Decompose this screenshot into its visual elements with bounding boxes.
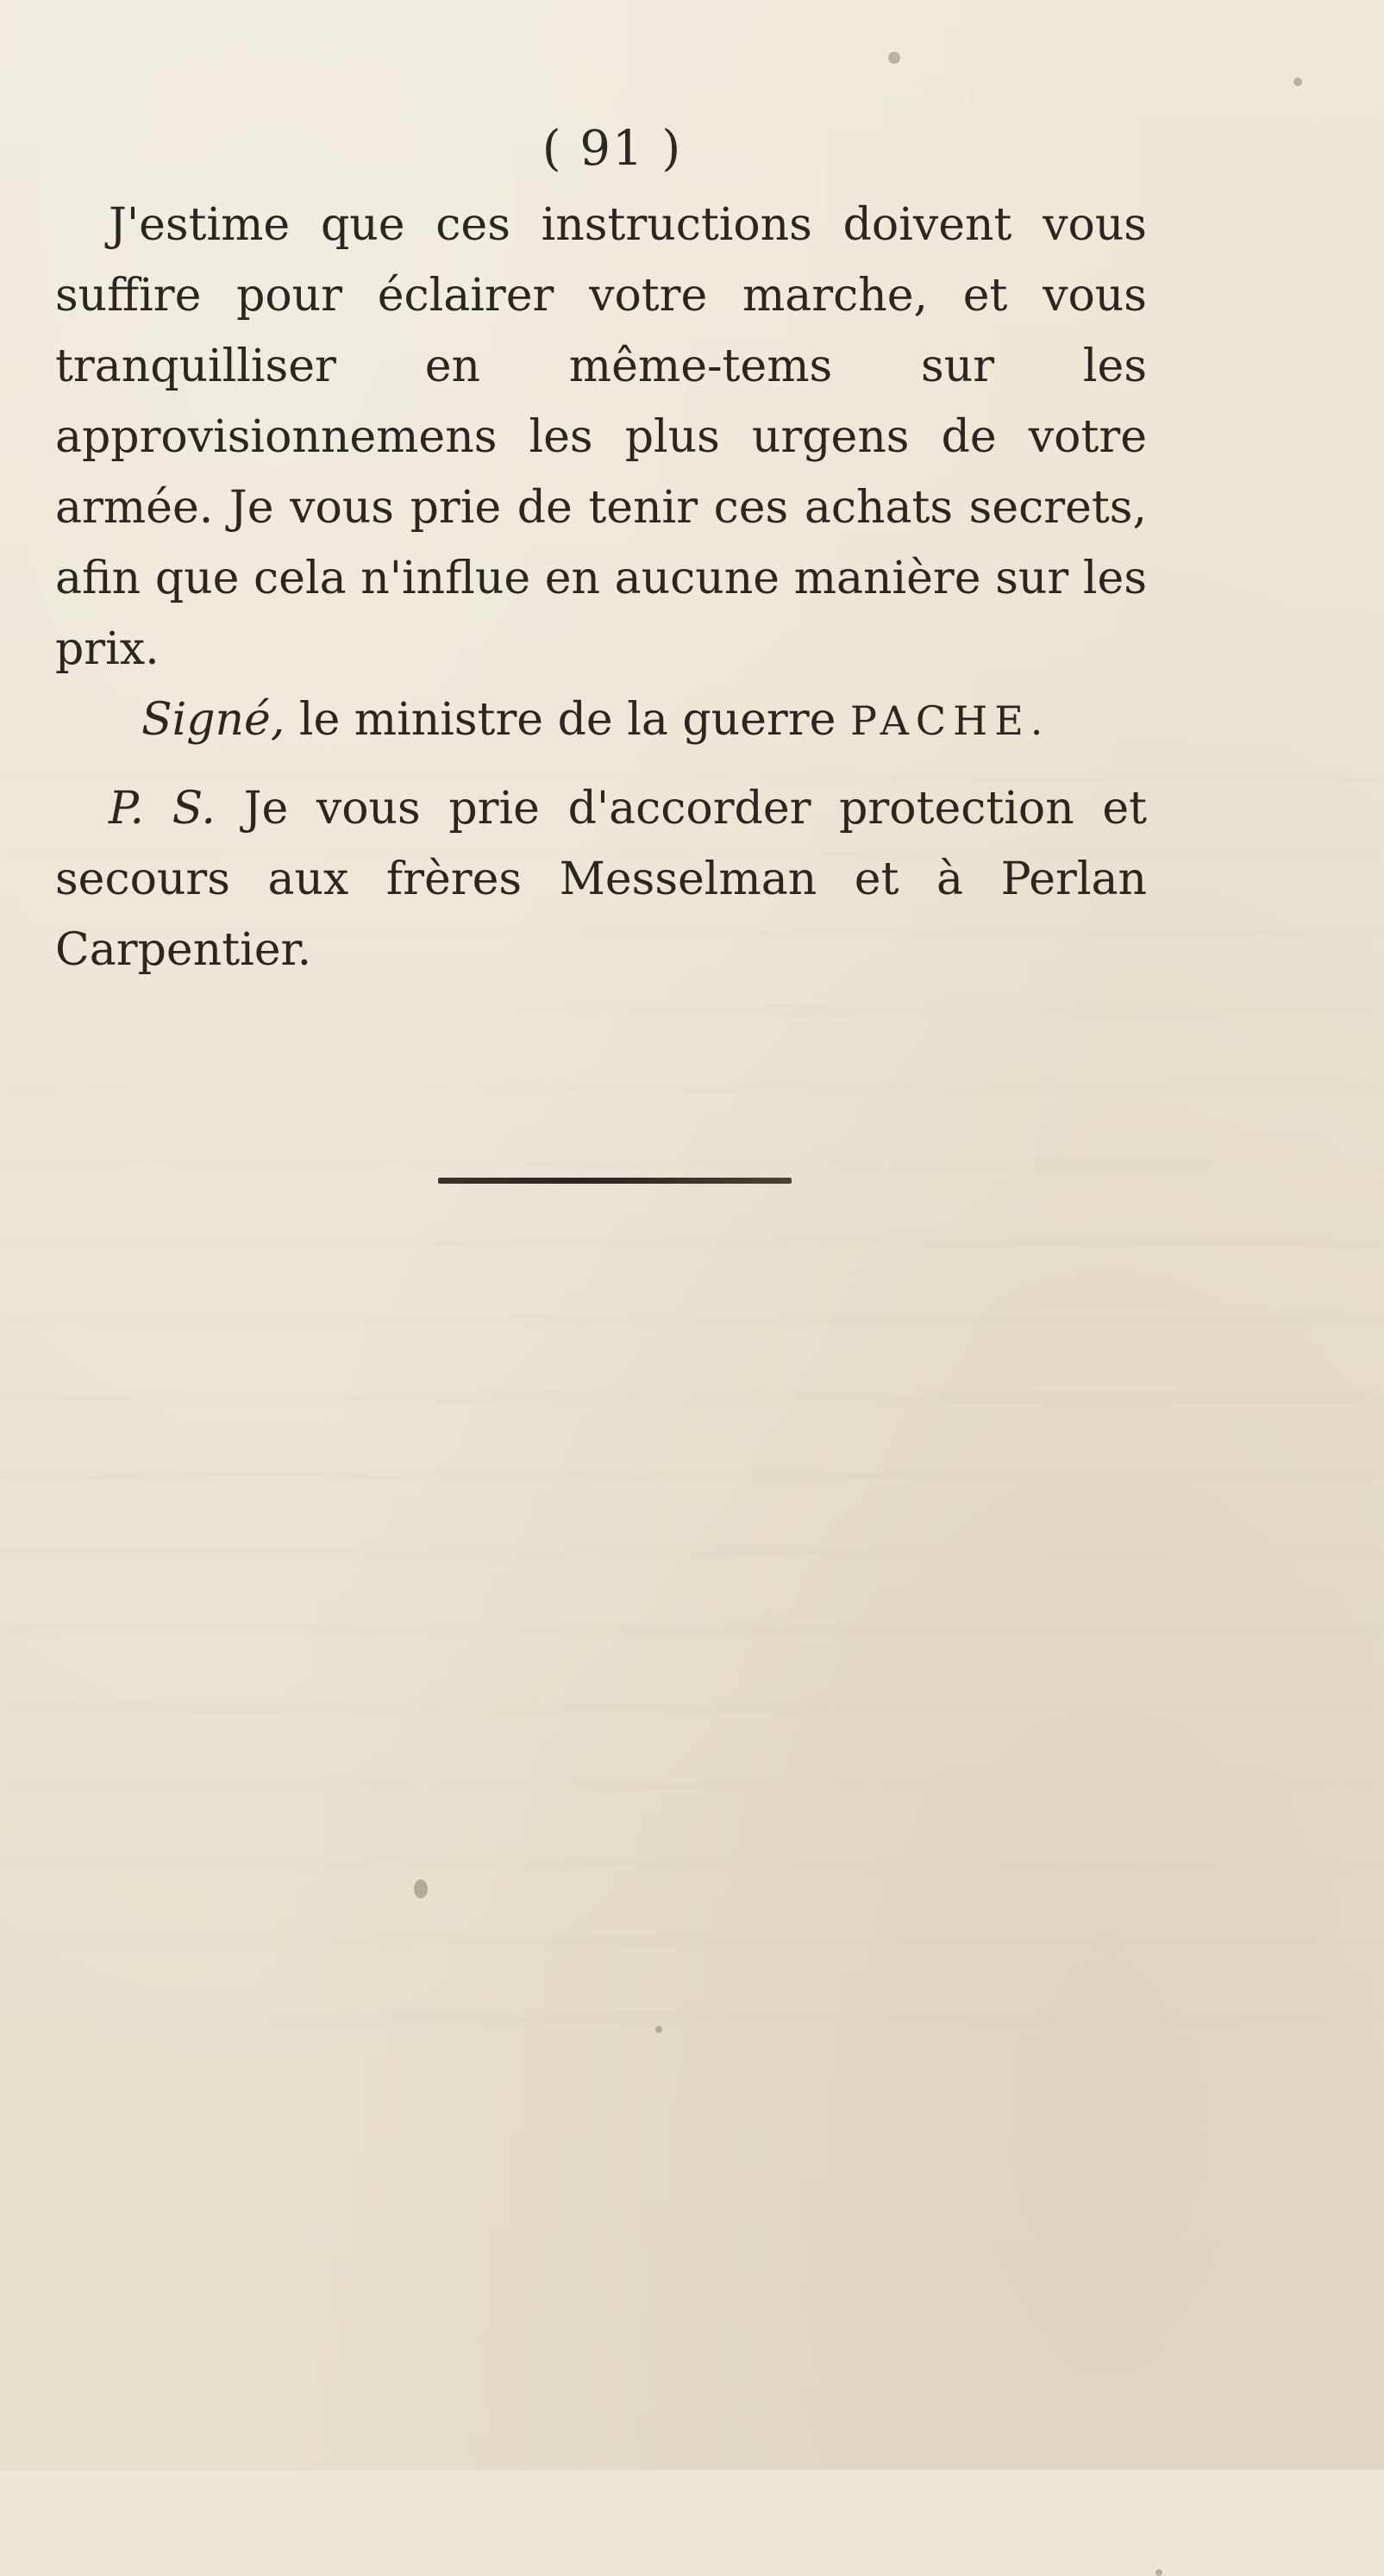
paper-speck bbox=[1293, 78, 1302, 86]
paper-speck bbox=[655, 2026, 662, 2033]
postscript-text: Je vous prie d'accorder protection et secours aux frères Messelman et à Perlan Carpentier. bbox=[55, 783, 1148, 976]
letter-paragraph: J'estime que ces instructions doivent vous suffire pour éclairer votre marche, et vous tranquilliser en même-tems sur les approvisionnemens les plus urgens de votre armée. Je vous prie de tenir ces achats secrets, afin que cela n'influe en aucune manière sur les prix. bbox=[55, 199, 1147, 675]
signature-text: le ministre de la guerre bbox=[298, 694, 836, 746]
postscript-label: P. S. bbox=[109, 783, 216, 835]
paper-speck bbox=[888, 52, 900, 64]
paper-speck bbox=[1155, 2569, 1162, 2576]
page-number: ( 91 ) bbox=[542, 121, 683, 177]
signatory-name: PACHE. bbox=[849, 697, 1050, 744]
body-text bbox=[55, 190, 1147, 985]
signature-label: Signé, bbox=[141, 694, 285, 746]
signature-line bbox=[55, 685, 1147, 756]
paper-speck bbox=[414, 1879, 428, 1898]
divider-rule bbox=[438, 1178, 792, 1184]
postscript bbox=[55, 773, 1147, 985]
